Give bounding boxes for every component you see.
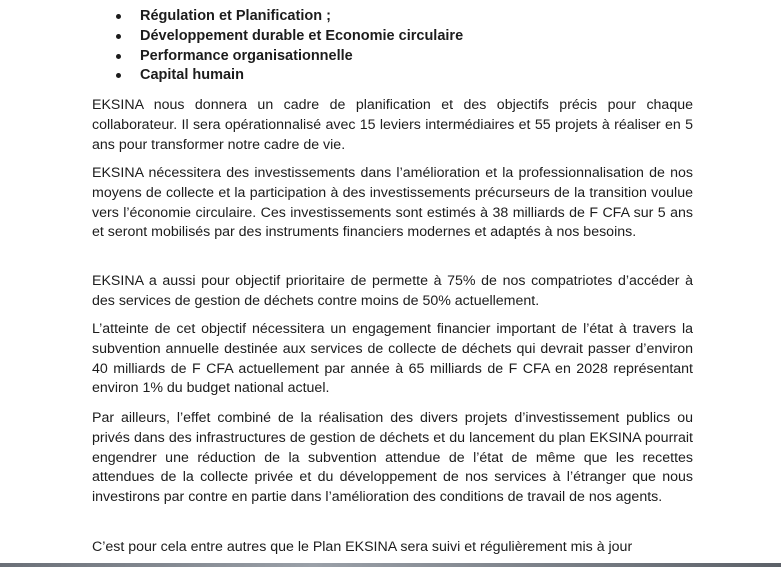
list-item <box>112 27 463 47</box>
paragraph-monitoring: C’est pour cela entre autres que le Plan EKSINA sera suivi et régulièrement mis à jour <box>92 539 633 555</box>
bullet-icon <box>116 54 121 59</box>
bullet-icon <box>116 73 121 78</box>
paragraph-investments: EKSINA nécessitera des investissements dans l’amélioration et la professionnalisation de nos moyens de collecte et la participation à des investissements précurseurs de la transition voulue vers l’économie circulaire. Ces investissements sont estimés à 38 milliards de F CFA sur 5 ans et seront mobilisés par des instruments financiers modernes et adaptés à nos besoins. <box>92 165 693 241</box>
bullet-icon <box>116 14 121 19</box>
paragraph-financial-commitment: L’atteinte de cet objectif nécessitera un engagement financier important de l’état à travers la subvention annuelle destinée aux services de collecte de déchets qui devrait passer d’environ 40 milliards de F CFA actuellement par année à 65 milliards de F CFA en 2028 représentant environ 1% du budget national actuel. <box>92 321 693 397</box>
list-item <box>112 66 463 86</box>
paragraph-planning-framework: EKSINA nous donnera un cadre de planification et des objectifs précis pour chaque collaborateur. Il sera opérationnalisé avec 15 leviers intermédiaires et 55 projets à réaliser en 5 ans pour transformer notre cadre de vie. <box>92 97 693 153</box>
list-item-text: Régulation et Planification ; <box>140 8 331 24</box>
priority-axes-list <box>112 7 463 86</box>
paragraph-priority-objective: EKSINA a aussi pour objectif prioritaire de permette à 75% de nos compatriotes d’accéder à des services de gestion de déchets contre moins de 50% actuellement. <box>92 273 693 309</box>
list-item-text: Développement durable et Economie circulaire <box>140 27 464 44</box>
paragraph-combined-effect: Par ailleurs, l’effet combiné de la réalisation des divers projets d’investissement publics ou privés dans des infrastructures de gestion de déchets et du lancement du plan EKSINA pourrait engendrer une réduction de la subvention attendue de l’état de même que les recettes attendues de la collecte privée et du développement de nos services à l’étranger que nous investirons par contre en partie dans l’amélioration des conditions de travail de nos agents. <box>92 410 693 506</box>
list-item <box>112 47 463 67</box>
list-item <box>112 7 463 27</box>
list-item-text: Capital humain <box>140 67 244 84</box>
viewer-bottom-edge <box>0 563 781 567</box>
list-item-text: Performance organisationnelle <box>140 47 353 64</box>
bullet-icon <box>116 34 121 39</box>
